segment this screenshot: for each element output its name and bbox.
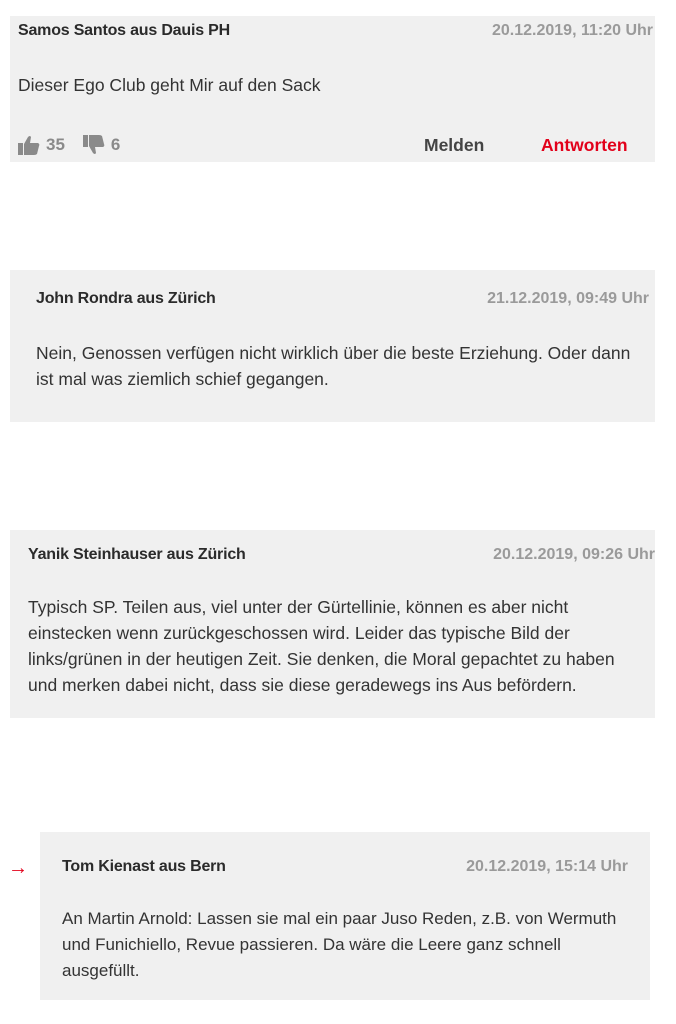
like-button[interactable] xyxy=(18,135,65,155)
dislike-count: 6 xyxy=(110,135,121,154)
comment-card xyxy=(10,16,655,162)
comment-date: 20.12.2019, 15:14 Uhr xyxy=(466,858,628,875)
comment-date: 20.12.2019, 11:20 Uhr xyxy=(491,22,653,39)
reply-comment-card xyxy=(40,832,650,1000)
comment-author: Samos Santos aus Dauis PH xyxy=(18,22,230,39)
comment-date: 21.12.2019, 09:49 Uhr xyxy=(487,290,649,307)
comment-card xyxy=(10,270,655,422)
comment-text: An Martin Arnold: Lassen sie mal ein paar Juso Reden, z.B. von Wermuth und Funichiello, Revue passieren. Da wäre die Leere ganz schnell ausgefüllt. xyxy=(62,909,617,980)
report-button[interactable]: Melden xyxy=(424,135,485,155)
thumbs-up-icon xyxy=(18,135,40,155)
reply-button[interactable]: Antworten xyxy=(541,135,628,155)
comment-card xyxy=(10,530,655,718)
comment-text: Nein, Genossen verfügen nicht wirklich über die beste Erziehung. Oder dann ist mal was ziemlich schief gegangen. xyxy=(36,343,631,389)
dislike-button[interactable] xyxy=(83,135,120,155)
comment-text: Dieser Ego Club geht Mir auf den Sack xyxy=(18,75,321,95)
comment-text: Typisch SP. Teilen aus, viel unter der Gürtellinie, können es aber nicht einstecken wenn zurückgeschossen wird. Leider das typische Bild der links/grünen in der heutigen Zeit. Sie denken, die Moral gepachtet zu haben und merken dabei nicht, dass sie diese geradewegs ins Aus befördern. xyxy=(28,597,615,695)
comment-author: John Rondra aus Zürich xyxy=(36,290,216,307)
comment-author: Tom Kienast aus Bern xyxy=(62,858,226,875)
comment-date: 20.12.2019, 09:26 Uhr xyxy=(493,546,655,563)
arrow-right-icon: → xyxy=(8,857,28,879)
vote-bar xyxy=(18,135,138,155)
like-count: 35 xyxy=(46,135,65,154)
comment-author: Yanik Steinhauser aus Zürich xyxy=(28,546,246,563)
thumbs-down-icon xyxy=(83,135,105,155)
